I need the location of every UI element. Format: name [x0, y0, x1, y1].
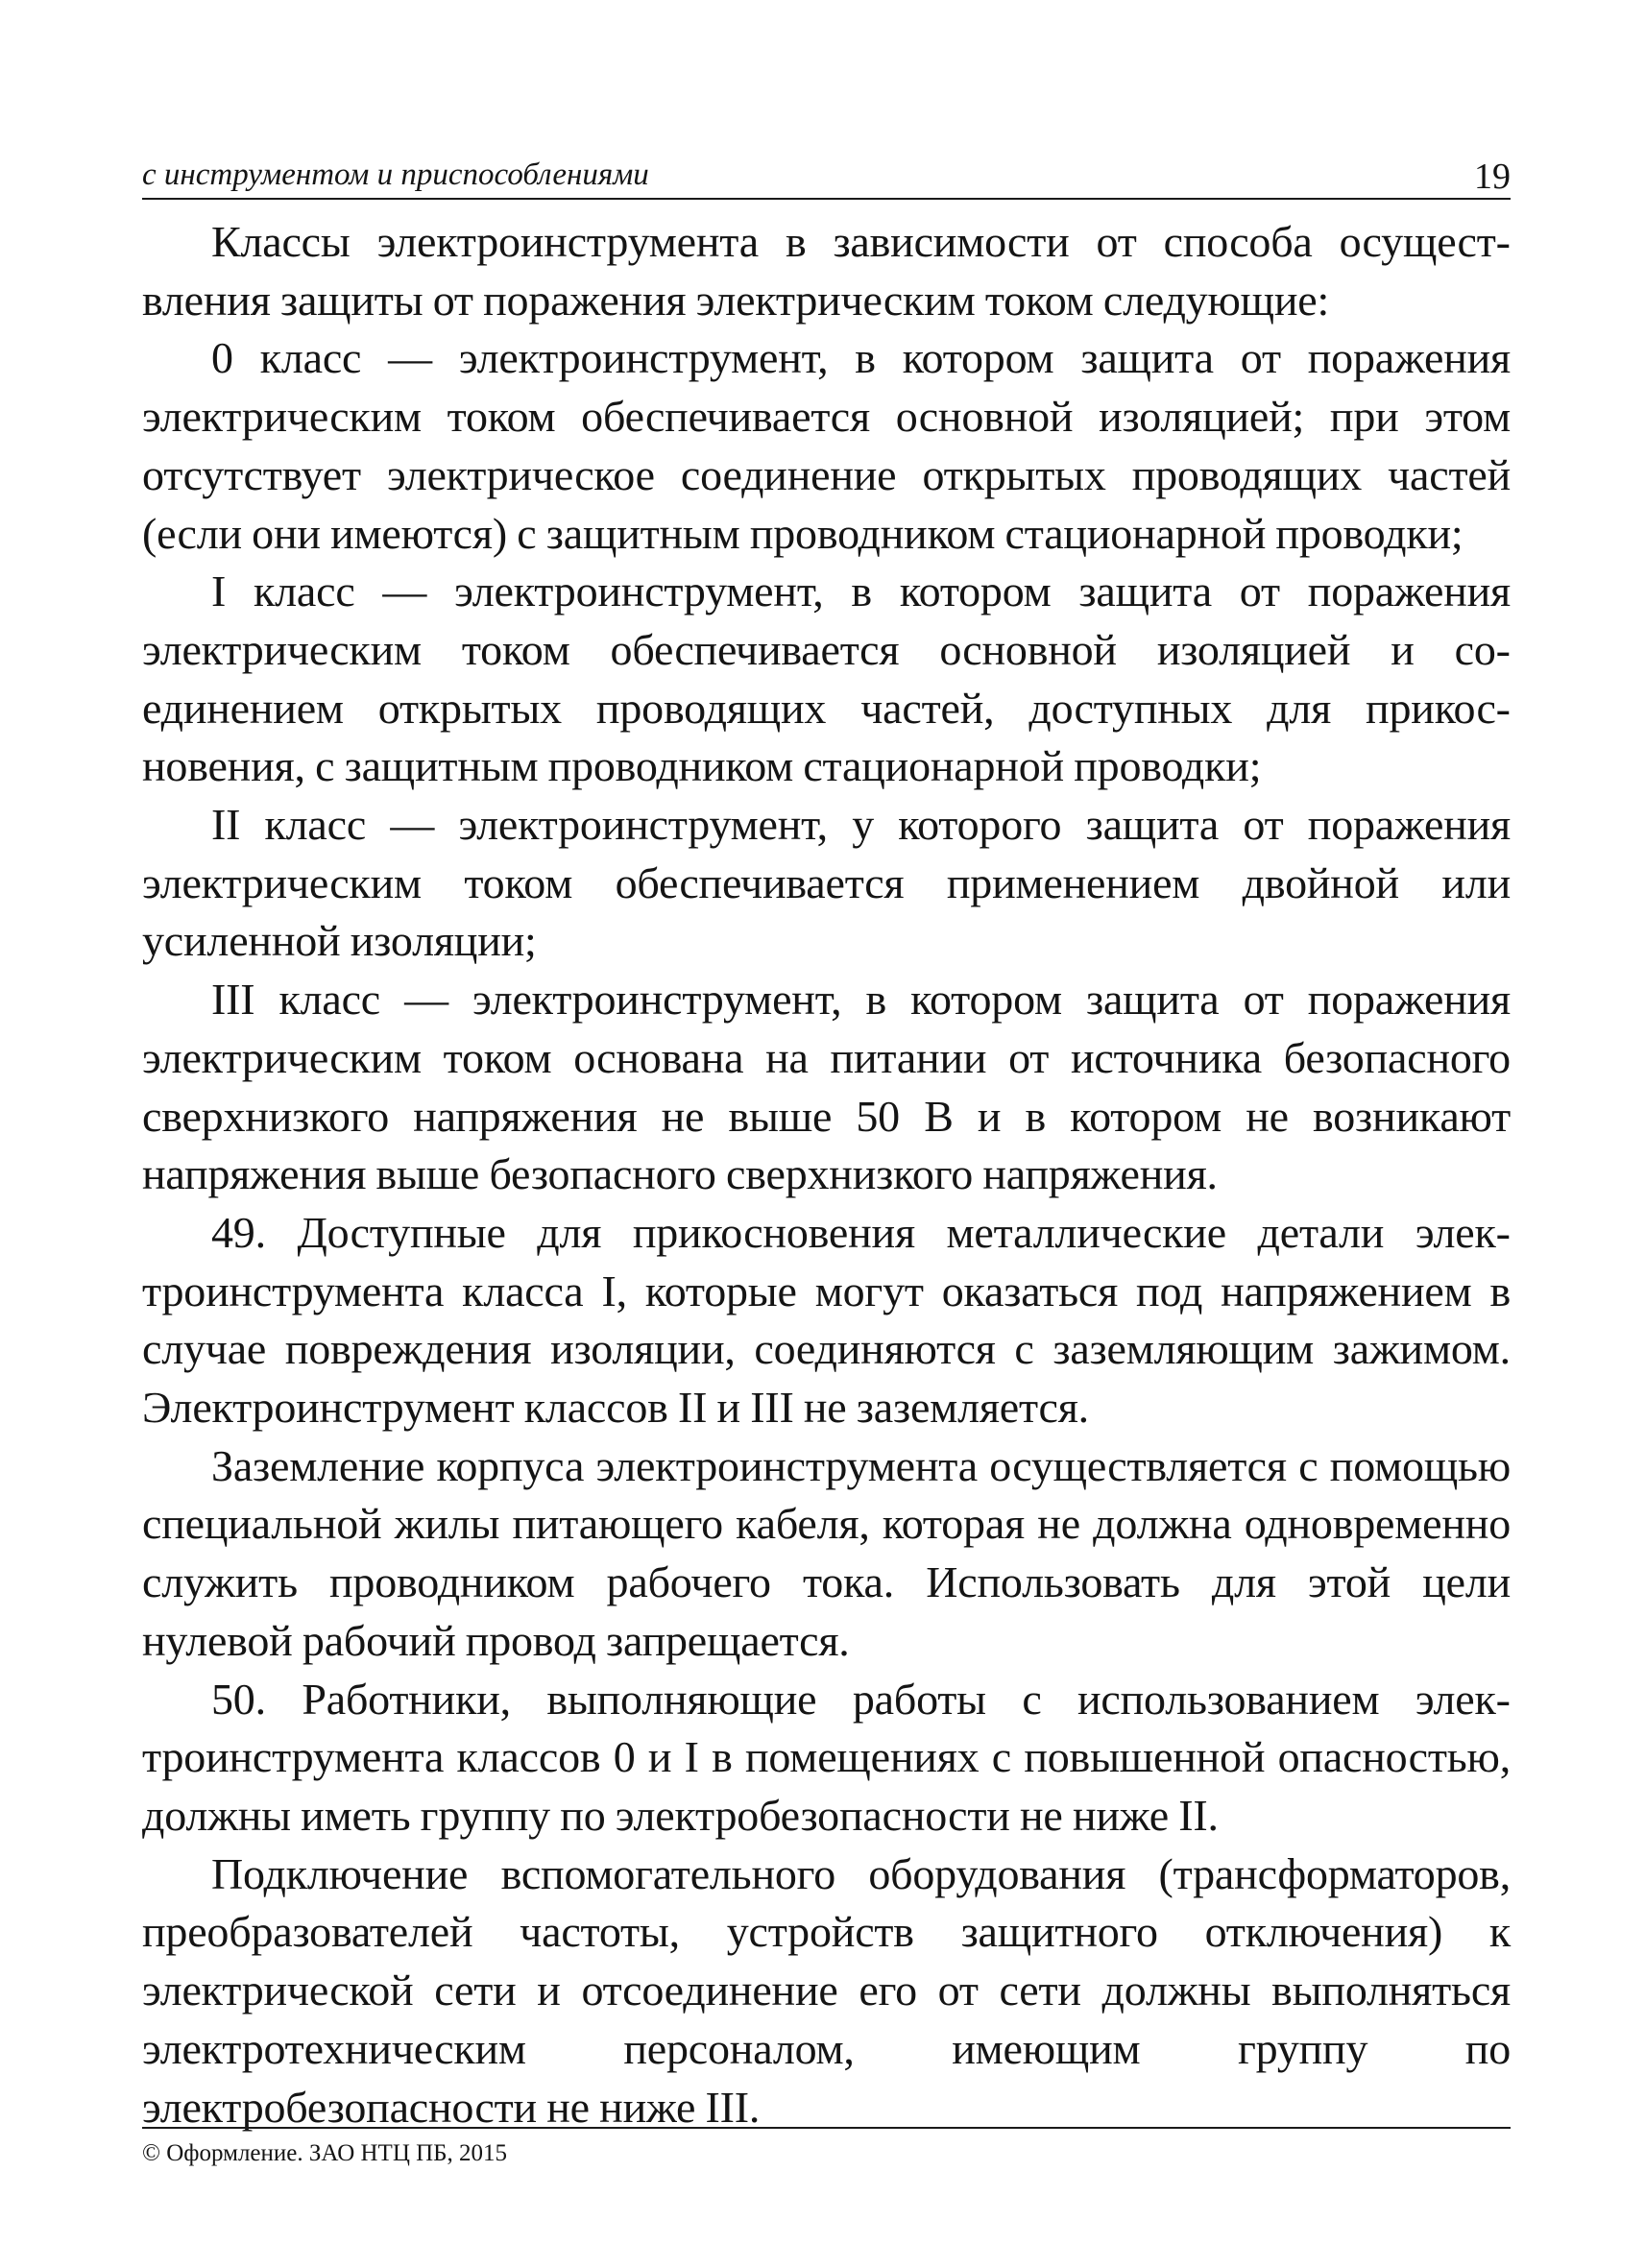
paragraph-class-3: III класс — электроинструмент, в котором защита от поражения электрическим током основана на питании от источника безопасного сверхнизкого напряжения не выше 50 В и в котором не возникают напряжения выше безопасного сверхнизкого напряжения. — [142, 975, 1511, 1199]
document-page — [142, 144, 1511, 2166]
paragraph-auxiliary-equipment: Подключение вспомогательного оборудования (трансформаторов, преобразователей частоты, устройств защитного отключения) к электрической сети и отсоединение его от сети должны выполняться электротехническим персоналом, имеющим группу по электробезопасности не ниже III. — [142, 1848, 1511, 2132]
paragraph-classes-intro: Классы электроинструмента в зависимости от способа осуществления защиты от поражения электрическим током следующие: — [142, 217, 1511, 325]
paragraph-class-0: 0 класс — электроинструмент, в котором защита от поражения электрическим током обеспечивается основной изоляцией; при этом отсутствует электрическое соединение открытых проводящих частей (если они имеются) с защитным проводником стационарной проводки; — [142, 333, 1511, 558]
footer-copyright: © Оформление. ЗАО НТЦ ПБ, 2015 — [142, 2140, 508, 2166]
paragraph-grounding: Заземление корпуса электроинструмента осуществляется с помощью специальной жилы питающего кабеля, которая не должна одновременно служить проводником рабочего тока. Использовать для этой цели нулевой рабочий провод запрещается. — [142, 1440, 1511, 1665]
running-header — [142, 144, 1511, 200]
page-footer — [142, 2127, 1511, 2169]
paragraph-class-2: II класс — электроинструмент, у которого защита от поражения электрическим током обеспечивается применением двойной или усиленной изоляции; — [142, 800, 1511, 966]
paragraph-item-50: 50. Работники, выполняющие работы с использованием электроинструмента классов 0 и I в помещениях с повышенной опасностью, должны иметь группу по электробезопасности не ниже II. — [142, 1674, 1511, 1840]
header-title: с инструментом и приспособлениями — [142, 157, 649, 192]
page-number: 19 — [1474, 157, 1511, 197]
paragraph-item-49: 49. Доступные для прикосновения металлические детали электроинструмента класса I, которые могут оказаться под напряжением в случае повреждения изоляции, соединяются с заземляющим зажимом. Электроинструмент классов II и III не заземляется. — [142, 1207, 1511, 1433]
document-body — [142, 213, 1511, 2136]
paragraph-class-1: I класс — электроинструмент, в котором защита от поражения электрическим током обеспечивается основной изоляцией и соединением открытых проводящих частей, доступных для прикосновения, с защитным проводником стационарной проводки; — [142, 567, 1511, 791]
